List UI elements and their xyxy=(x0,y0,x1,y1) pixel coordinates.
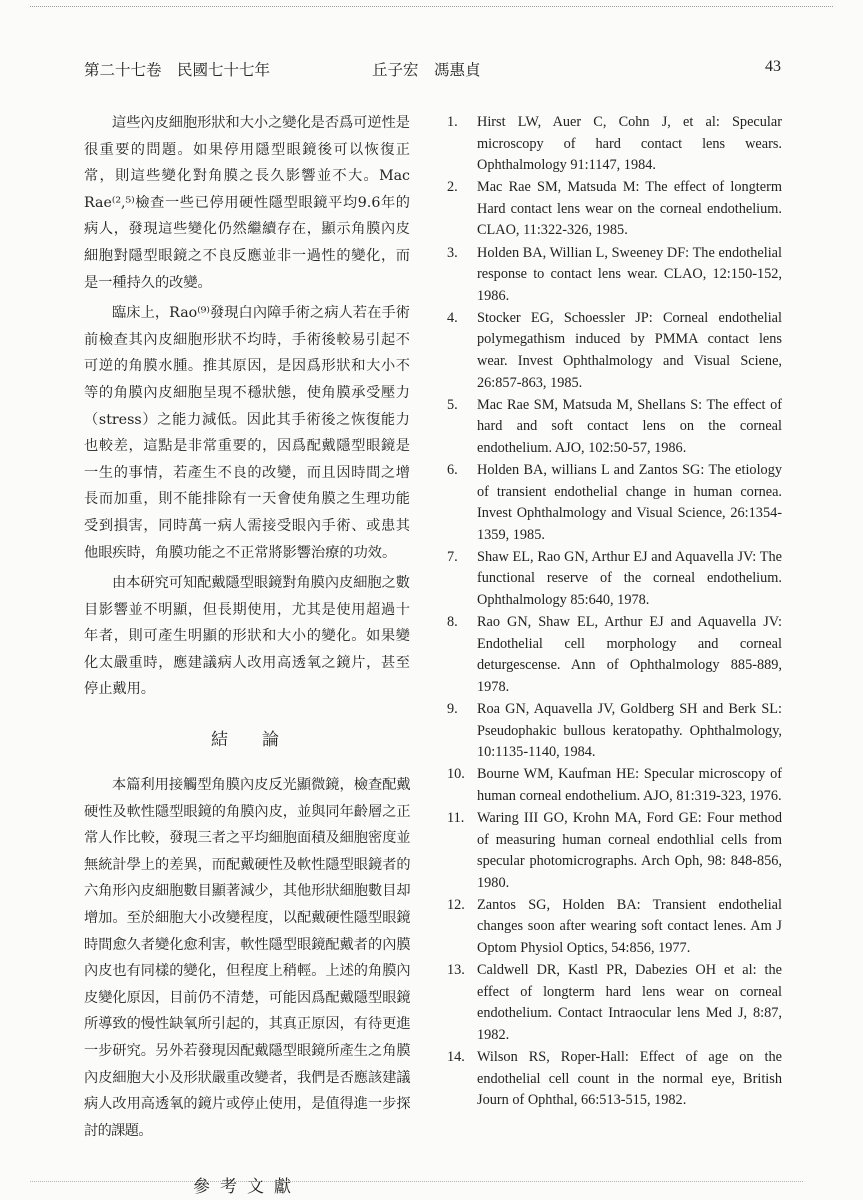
scan-edge-top xyxy=(30,6,833,7)
author-names: 丘子宏 馮惠貞 xyxy=(372,61,481,79)
conclusion-heading: 結論 xyxy=(211,730,313,751)
reference-item: 11. Waring III GO, Krohn MA, Ford GE: Four method of measuring human corneal endothlial cells from specular photomicrographs. Arch Oph, 98: 848-856, 1980. xyxy=(447,810,782,891)
reference-item: 5. Mac Rae SM, Matsuda M, Shellans S: The effect of hard and soft contact lens on the corneal endothelium. AJO, 102:50-57, 1986. xyxy=(447,396,782,456)
reference-item: 4. Stocker EG, Schoessler JP: Corneal endothelial polymegathism induced by PMMA contact lens wear. Invest Ophthalmology and Visual Sciene, 26:857-863, 1985. xyxy=(447,309,782,391)
journal-volume: 第二十七卷 民國七十七年 xyxy=(84,61,271,79)
reference-item: 3. Holden BA, Willian L, Sweeney DF: The endothelial response to contact lens wear. CLAO, 12:150-152, 1986. xyxy=(447,244,782,304)
page-number: 43 xyxy=(765,58,781,75)
body-paragraph: 由本研究可知配戴隱型眼鏡對角膜內皮細胞之數目影響並不明顯，但長期使用，尤其是使用超過十年者，則可產生明顯的形狀和大小的變化。如果變化太嚴重時，應建議病人改用高透氧之鏡片，甚至停止戴用。 xyxy=(84,575,410,698)
reference-item: 1. Hirst LW, Auer C, Cohn J, et al: Specular microscopy of hard contact lens wears. Ophthalmology 91:1147, 1984. xyxy=(447,114,782,174)
running-header xyxy=(84,58,781,82)
body-paragraph: 這些內皮細胞形狀和大小之變化是否爲可逆性是很重要的問題。如果停用隱型眼鏡後可以恢復正常，則這些變化對角膜之長久影響並不大。Mac Rae⁽²,⁵⁾檢查一些已停用硬性隱型眼鏡平均9.6年的病人，發現這些變化仍然繼續存在，顯示角膜內皮細胞對隱型眼鏡之不良反應並非一過性的變化，而是一種持久的改變。 xyxy=(84,115,410,291)
left-column xyxy=(84,110,410,1197)
body-paragraph: 臨床上，Rao⁽⁹⁾發現白內障手術之病人若在手術前檢查其內皮細胞形狀不均時，手術後較易引起不可逆的角膜水腫。推其原因，是因爲形狀和大小不等的角膜內皮細胞呈現不穩狀態，使角膜承受壓力（stress）之能力減低。因此其手術後之恢復能力也較差，這點是非常重要的，因爲配戴隱型眼鏡是一生的事情，若產生不良的改變，而且因時間之增長而加重，則不能排除有一天會使角膜之生理功能受到損害，同時萬一病人需接受眼內手術、或患其他眼疾時，角膜功能之不正常將影響治療的功效。 xyxy=(84,305,410,561)
reference-item: 7. Shaw EL, Rao GN, Arthur EJ and Aquavella JV: The functional reserve of the corneal endothelium. Ophthalmology 85:640, 1978. xyxy=(447,548,782,609)
references-heading: 參考文獻 xyxy=(193,1177,301,1198)
scan-edge-bottom xyxy=(30,1181,803,1182)
reference-item: 8. Rao GN, Shaw EL, Arthur EJ and Aquavella JV: Endothelial cell morphology and corneal deturgescense. Ann of Ophthalmology 885-889, 1978. xyxy=(447,614,782,695)
reference-item: 2. Mac Rae SM, Matsuda M: The effect of longterm Hard contact lens wear on the corneal endothelium. CLAO, 11:322-326, 1985. xyxy=(447,179,782,239)
reference-item: 13. Caldwell DR, Kastl PR, Dabezies OH et al: the effect of longterm hard lens wear on corneal endothelium. Contact Intraocular lens Med J, 8:87, 1982. xyxy=(447,962,782,1043)
reference-list xyxy=(447,112,782,1112)
reference-item: 12. Zantos SG, Holden BA: Transient endothelial changes soon after wearing soft contact lenes. Am J Optom Physiol Optics, 54:856, 1977. xyxy=(447,896,782,957)
reference-item: 10. Bourne WM, Kaufman HE: Specular microscopy of human corneal endothelium. AJO, 81:319-323, 1976. xyxy=(447,766,782,804)
references-column xyxy=(447,112,782,1112)
reference-item: 6. Holden BA, willians L and Zantos SG: The etiology of transient endothelial change in human cornea. Invest Ophthalmology and Visual Science, 26:1354-1359, 1985. xyxy=(447,462,782,543)
conclusion-paragraph: 本篇利用接觸型角膜內皮反光顯微鏡，檢查配戴硬性及軟性隱型眼鏡的角膜內皮，並與同年齡層之正常人作比較，發現三者之平均細胞面積及細胞密度並無統計學上的差異，而配戴硬性及軟性隱型眼鏡者的六角形內皮細胞數目顯著減少，其他形狀細胞數目却增加。至於細胞大小改變程度，以配戴硬性隱型眼鏡時間愈久者變化愈利害，軟性隱型眼鏡配戴者的內膜內皮也有同樣的變化，但程度上稍輕。上述的角膜內皮變化原因，目前仍不清楚，可能因爲配戴隱型眼鏡所導致的慢性缺氧所引起的，其真正原因，有待更進一步研究。另外若發現因配戴隱型眼鏡所產生之角膜內皮細胞大小及形狀嚴重改變者，我們是否應該建議病人改用高透氧的鏡片或停止使用，是值得進一步探討的課題。 xyxy=(84,777,410,1139)
reference-item: 14. Wilson RS, Roper-Hall: Effect of age on the endothelial cell count in the normal eye, British Journ of Ophthal, 66:513-515, 1982. xyxy=(447,1049,782,1109)
reference-item: 9. Roa GN, Aquavella JV, Goldberg SH and Berk SL: Pseudophakic bullous keratopathy. Ophthalmology, 10:1135-1140, 1984. xyxy=(447,701,782,761)
